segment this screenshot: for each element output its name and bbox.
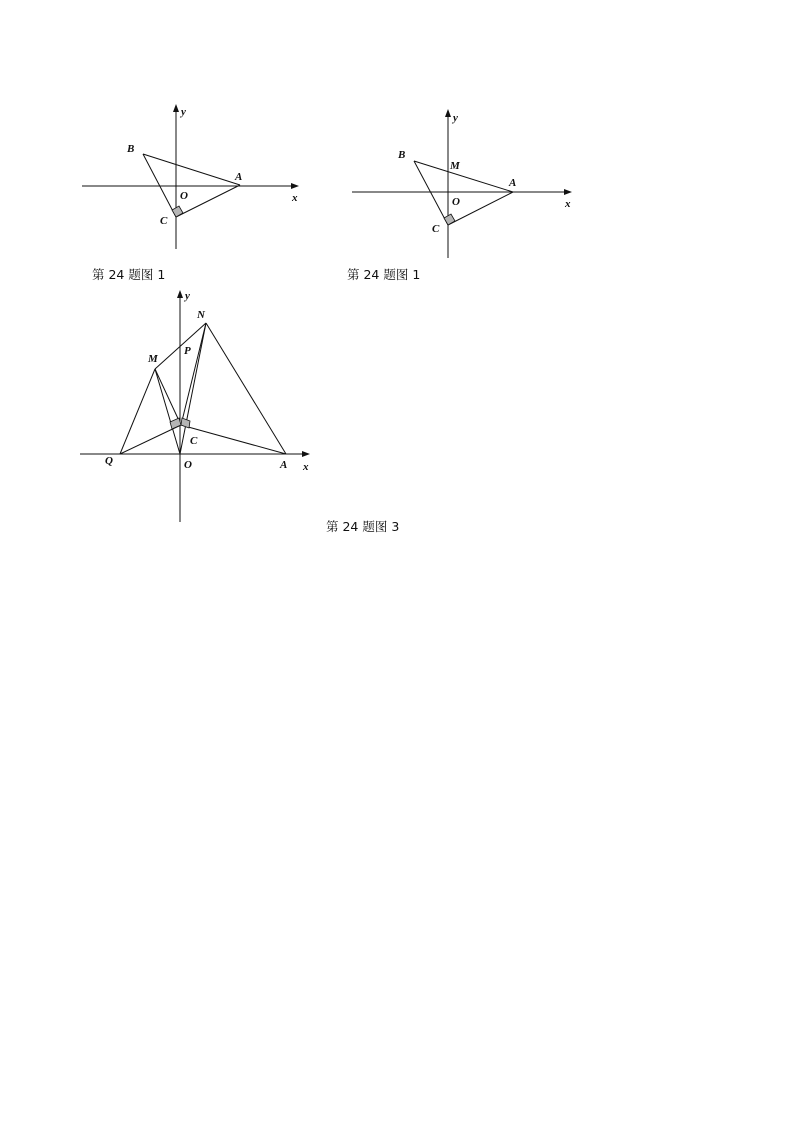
segment-nc <box>181 323 206 425</box>
label-p: P <box>184 345 191 357</box>
label-y: y <box>181 106 186 118</box>
label-m: M <box>148 353 158 365</box>
segment-mc <box>155 369 181 425</box>
label-m: M <box>450 160 460 172</box>
right-angle-mark-left <box>170 418 181 429</box>
label-q: Q <box>105 455 113 467</box>
label-x: x <box>565 198 571 210</box>
figure-2-caption: 第 24 题图 1 <box>347 267 421 282</box>
label-y: y <box>185 290 190 302</box>
label-c: C <box>160 215 168 227</box>
figure-2-diagram <box>0 0 794 300</box>
segment-na <box>206 323 286 454</box>
label-n: N <box>197 309 205 321</box>
label-a: A <box>280 459 288 471</box>
label-a: A <box>235 171 243 183</box>
label-a: A <box>509 177 517 189</box>
label-c: C <box>432 223 440 235</box>
figure-3-diagram <box>0 280 794 540</box>
figure-3-caption: 第 24 题图 3 <box>326 519 400 534</box>
label-o: O <box>180 190 188 202</box>
label-c: C <box>190 435 198 447</box>
figure-1-caption: 第 24 题图 1 <box>92 267 166 282</box>
y-axis-arrow <box>177 290 183 298</box>
segment-mo <box>155 369 180 454</box>
x-axis-arrow <box>564 189 572 195</box>
y-axis-arrow <box>445 109 451 117</box>
segment-bc <box>414 161 448 225</box>
segment-ba <box>414 161 513 192</box>
label-o: O <box>452 196 460 208</box>
label-b: B <box>127 143 135 155</box>
label-b: B <box>398 149 406 161</box>
right-angle-mark-c <box>444 214 455 225</box>
label-o: O <box>184 459 192 471</box>
x-axis-arrow <box>302 451 310 457</box>
label-y: y <box>453 112 458 124</box>
right-angle-mark-right <box>181 418 190 428</box>
label-x: x <box>292 192 298 204</box>
segment-qm <box>120 369 155 454</box>
label-x: x <box>303 461 309 473</box>
